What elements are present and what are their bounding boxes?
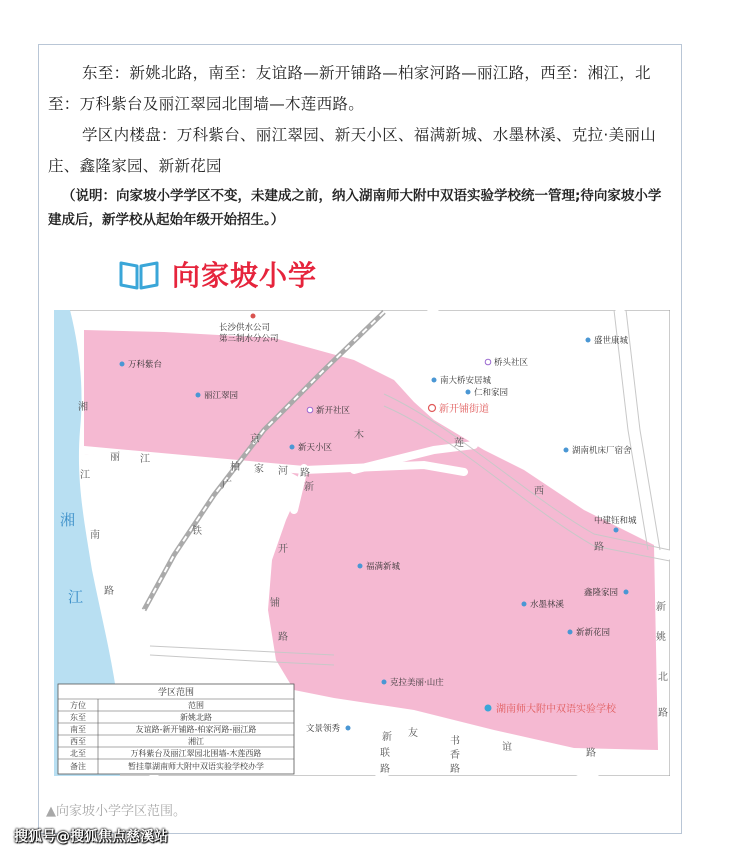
note-text: （说明：向家坡小学学区不变，未建成之前，纳入湖南师大附中双语实验学校统一管理;待向家坡小学建成后，新学校从起始年级开始招生。）	[48, 188, 662, 228]
road-label-bei: 北	[658, 672, 668, 683]
poi-shida-school	[485, 702, 617, 715]
road-label-xinkai2: 开	[278, 544, 288, 555]
road-label-xi: 西	[534, 486, 544, 497]
table-header-range: 范围	[188, 701, 204, 710]
poi-marker	[307, 407, 313, 413]
district-table	[58, 684, 294, 774]
estates-paragraph	[48, 120, 673, 182]
road-label-jiang2: 江	[140, 454, 150, 465]
poi-marker	[120, 362, 125, 367]
river-label-jiang: 江	[68, 588, 84, 606]
poi-marker	[485, 359, 491, 365]
poi-fuman-label: 福满新城	[366, 562, 401, 572]
poi-marker	[568, 630, 573, 635]
poi-marker	[564, 448, 569, 453]
table-cell: 新姚北路	[180, 713, 212, 722]
road-label-mu: 木	[354, 430, 364, 441]
road-label-xin6: 新	[382, 732, 392, 743]
table-title: 学区范围	[157, 688, 195, 698]
poi-marker	[432, 378, 437, 383]
poi-marker	[466, 390, 471, 395]
poi-marker	[251, 314, 256, 319]
school-title-text: 向家坡小学	[172, 259, 318, 292]
road-label-lu8: 路	[450, 764, 460, 775]
road-label-xinkai3: 铺	[270, 598, 280, 609]
rail-label-jing: 京	[250, 434, 260, 445]
road-label-shu: 书	[450, 736, 460, 747]
poi-marker	[358, 564, 363, 569]
road-label-jiang: 江	[80, 470, 90, 481]
poi-lijiang-label: 丽江翠园	[204, 391, 239, 401]
table-cell: 暂挂靠湖南师大附中双语实验学校办学	[128, 762, 264, 771]
poi-shengshi-label: 盛世康城	[594, 336, 629, 346]
poi-water-label: 长沙供水公司	[219, 323, 271, 333]
poi-marker	[586, 338, 591, 343]
poi-marker	[624, 590, 629, 595]
poi-marker	[382, 680, 387, 685]
poi-zhongjian-label: 中建钰和城	[594, 516, 637, 526]
road-label-bo: 柏	[230, 462, 240, 473]
book-icon	[118, 257, 160, 291]
river-label-xiang: 湘	[60, 511, 76, 529]
road-label-xin5: 新	[656, 602, 666, 613]
estates-text: 学区内楼盘：万科紫台、丽江翠园、新天小区、福满新城、水墨林溪、克拉·美丽山庄、鑫隆家园、新新花园	[48, 126, 657, 175]
poi-shida-label: 湖南师大附中双语实验学校	[496, 704, 616, 715]
road-label-lian6: 联	[380, 748, 390, 759]
poi-marker	[346, 726, 351, 731]
table-cell: 西至	[70, 737, 86, 746]
road-label-lu7: 路	[380, 764, 390, 775]
poi-qiaotou-label: 桥头社区	[494, 358, 529, 368]
road-label-lu2: 路	[278, 632, 288, 643]
table-cell: 湘江	[188, 737, 204, 746]
road-label-nan: 南	[90, 530, 100, 541]
poi-kela	[382, 677, 445, 688]
poi-renhe-label: 仁和家园	[474, 388, 509, 398]
rail-label-guang: 广	[222, 480, 232, 491]
poi-nandaqiao-label: 南大桥安居城	[440, 376, 492, 386]
table-cell: 北至	[70, 749, 86, 758]
road-label-you: 友	[408, 728, 418, 739]
road-label-he: 河	[278, 466, 288, 477]
road-label-lian: 莲	[454, 438, 464, 449]
poi-jichuang	[564, 445, 633, 456]
poi-water-label2: 第三制水分公司	[219, 334, 279, 344]
table-cell: 友谊路-新开铺路-柏家河路-丽江路	[135, 725, 257, 734]
road-label-lu3: 路	[300, 468, 310, 479]
poi-xinlong-label: 鑫隆家园	[584, 588, 619, 598]
poi-marker	[485, 705, 492, 712]
table-cell: 备注	[70, 762, 86, 771]
poi-shuimo-label: 水墨林溪	[530, 600, 565, 610]
source-watermark: 搜狐号@搜狐焦点慈溪站	[14, 829, 168, 845]
poi-marker	[429, 405, 436, 412]
poi-street-label: 新开铺街道	[439, 404, 489, 415]
road-label-lu5: 路	[658, 708, 668, 719]
poi-nandaqiao	[432, 375, 492, 386]
table-header-dir: 方位	[70, 701, 86, 710]
poi-wenjing-label: 文景领秀	[306, 724, 341, 734]
road-label-jia: 家	[254, 464, 264, 475]
table-cell: 东至	[70, 713, 86, 722]
poi-xinkai-label: 新开社区	[316, 406, 351, 416]
map-caption: ▲向家坡小学学区范围。	[46, 804, 186, 819]
poi-xinxin-label: 新新花园	[576, 628, 611, 638]
poi-marker	[290, 445, 295, 450]
rail-label-tie: 铁	[192, 526, 202, 537]
poi-xintian-label: 新天小区	[298, 443, 333, 453]
road-label-yi: 谊	[502, 742, 512, 753]
road-label-yao: 姚	[656, 632, 666, 643]
school-title	[118, 252, 317, 296]
boundary-text: 东至：新姚北路，南至：友谊路—新开铺路—柏家河路—丽江路，西至：湘江，北至：万科紫台及丽江翠园北围墙—木莲西路。	[48, 64, 651, 113]
table-cell: 万科紫台及丽江翠园北围墙-木莲西路	[130, 749, 262, 758]
table-cell: 南至	[70, 725, 86, 734]
road-label-xiang-road: 香	[450, 750, 460, 761]
school-district-map	[54, 310, 670, 776]
boundary-paragraph	[48, 58, 673, 120]
poi-jichuang-label: 湖南机床厂宿舍	[572, 446, 632, 456]
poi-wanke-label: 万科紫台	[128, 360, 163, 370]
poi-marker	[614, 528, 619, 533]
poi-marker	[522, 602, 527, 607]
road-label-lu: 路	[104, 586, 114, 597]
road-label-xiang: 湘	[78, 402, 88, 413]
road-label-lu4: 路	[594, 542, 604, 553]
poi-marker	[196, 393, 201, 398]
road-label-lu6: 路	[586, 748, 596, 759]
poi-kela-label: 克拉美丽·山庄	[390, 678, 444, 688]
road-label-li: 丽	[110, 452, 120, 463]
road-label-xinkai1: 新	[304, 482, 314, 493]
